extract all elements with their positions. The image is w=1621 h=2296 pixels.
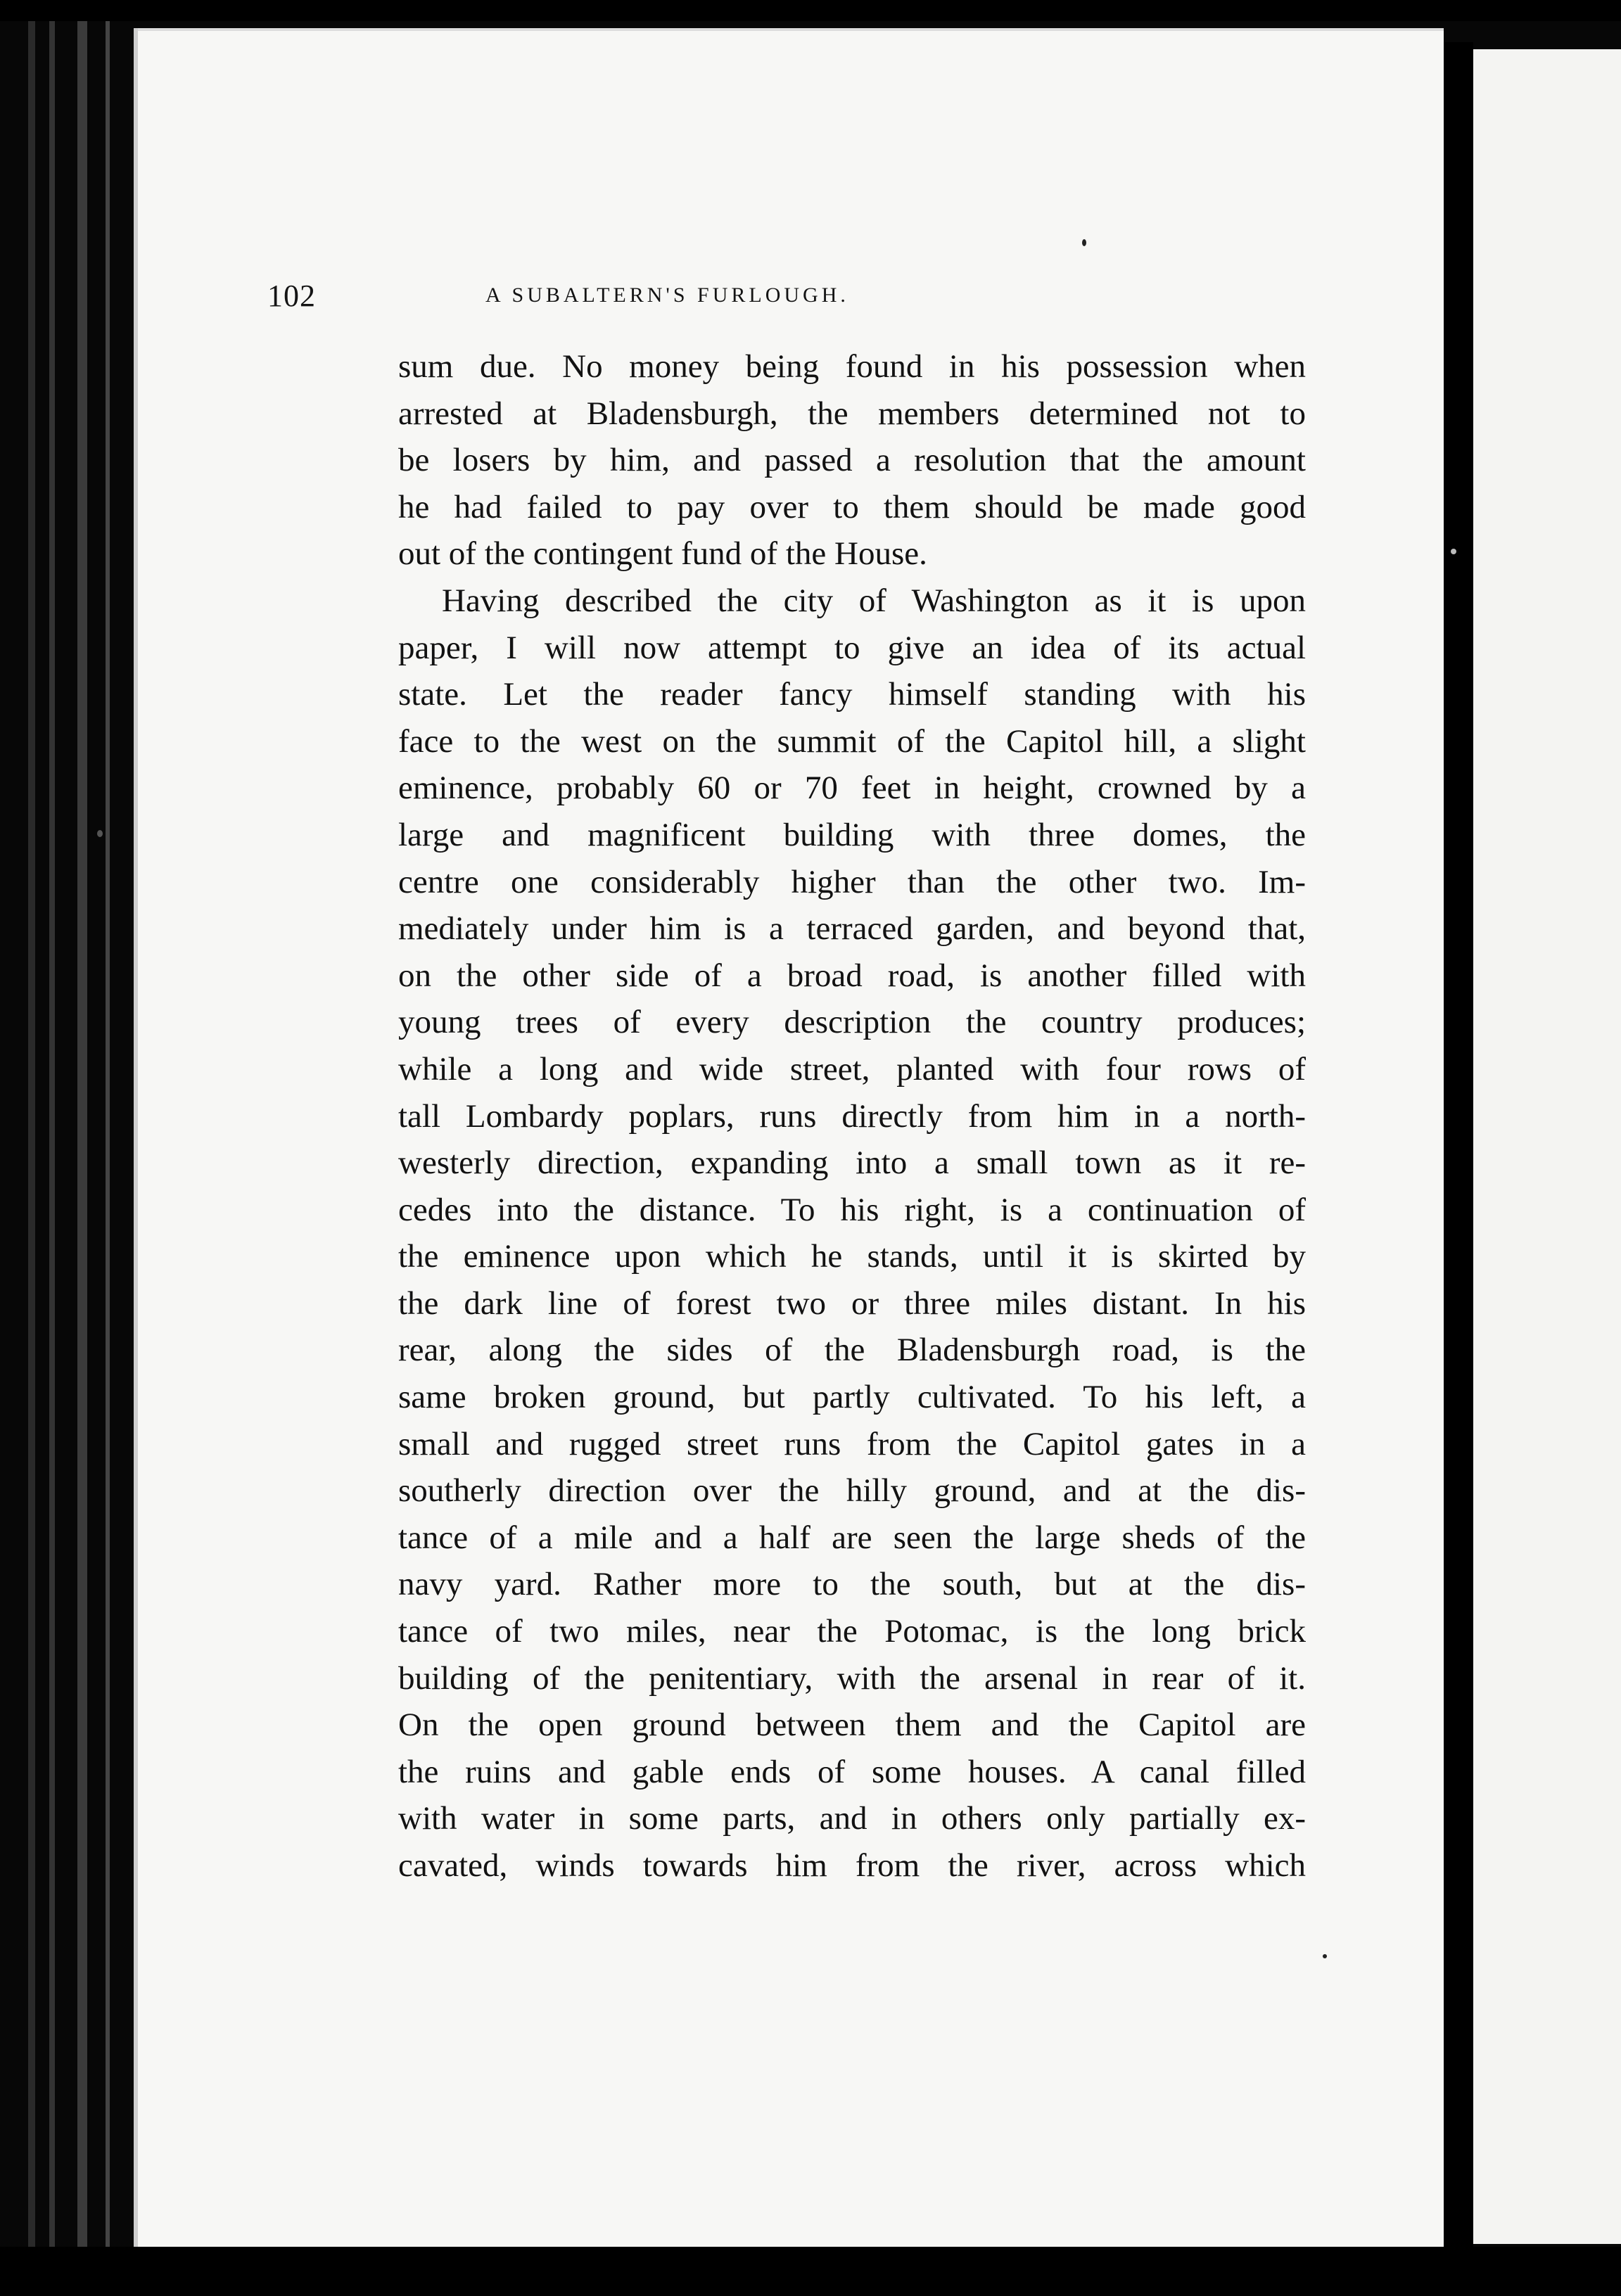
body-text [398,343,1306,1889]
binding-gutter [1444,42,1473,2251]
page-stack-edge [49,21,55,2254]
text-line: tance of two miles, near the Potomac, is the long brick [398,1613,1306,1650]
text-line: southerly direction over the hilly ground, and at the dis- [398,1472,1306,1510]
text-line: mediately under him is a terraced garden, and beyond that, [398,910,1306,948]
text-line: sum due. No money being found in his possession when [398,348,1306,385]
text-line: on the other side of a broad road, is another filled with [398,957,1306,994]
text-line: the eminence upon which he stands, until it is skirted by [398,1238,1306,1275]
dust-speck [1451,549,1456,554]
scan-bottom-border [0,2247,1621,2296]
dust-speck [1082,239,1086,246]
text-line: the dark line of forest two or three miles distant. In his [398,1284,1306,1322]
text-line: paper, I will now attempt to give an idea of its actual [398,629,1306,666]
text-line: the ruins and gable ends of some houses. A canal filled [398,1753,1306,1790]
running-title: A SUBALTERN'S FURLOUGH. [485,283,849,307]
text-line: state. Let the reader fancy himself standing with his [398,676,1306,713]
text-line: same broken ground, but partly cultivated. To his left, a [398,1379,1306,1416]
text-line: large and magnificent building with three domes, the [398,816,1306,853]
text-line: navy yard. Rather more to the south, but at the dis- [398,1566,1306,1603]
text-line: face to the west on the summit of the Capitol hill, a slight [398,722,1306,760]
running-head [267,278,1098,320]
text-line: arrested at Bladensburgh, the members determined not to [398,395,1306,432]
scan-top-border [0,0,1621,21]
text-line: small and rugged street runs from the Capitol gates in a [398,1425,1306,1462]
text-line: rear, along the sides of the Bladensburgh road, is the [398,1332,1306,1369]
dust-speck [1323,1954,1327,1958]
text-line: cavated, winds towards him from the river, across which [398,1847,1306,1884]
text-line: young trees of every description the country produces; [398,1004,1306,1041]
dust-speck [97,830,103,837]
text-line: eminence, probably 60 or 70 feet in height, crowned by a [398,770,1306,807]
facing-page-edge [1473,49,1621,2244]
text-line: while a long and wide street, planted with four rows of [398,1050,1306,1088]
text-line: with water in some parts, and in others only partially ex- [398,1800,1306,1837]
page-stack-edge [106,21,110,2254]
text-line: centre one considerably higher than the other two. Im- [398,863,1306,900]
page-stack-edge [77,21,87,2254]
page-number: 102 [267,279,316,313]
page-stack-edge [28,21,35,2254]
text-line: westerly direction, expanding into a small town as it re- [398,1144,1306,1182]
text-line: On the open ground between them and the Capitol are [398,1707,1306,1744]
paragraph-start-line: Having described the city of Washington as it is upon [442,582,1306,619]
text-line: be losers by him, and passed a resolution that the amount [398,442,1306,479]
text-line: cedes into the distance. To his right, is a continuation of [398,1191,1306,1228]
text-line: he had failed to pay over to them should be made good [398,488,1306,525]
text-line: out of the contingent fund of the House. [398,535,927,573]
text-line: tance of a mile and a half are seen the large sheds of the [398,1519,1306,1556]
text-line: tall Lombardy poplars, runs directly from him in a north- [398,1097,1306,1135]
text-line: building of the penitentiary, with the arsenal in rear of it. [398,1659,1306,1697]
